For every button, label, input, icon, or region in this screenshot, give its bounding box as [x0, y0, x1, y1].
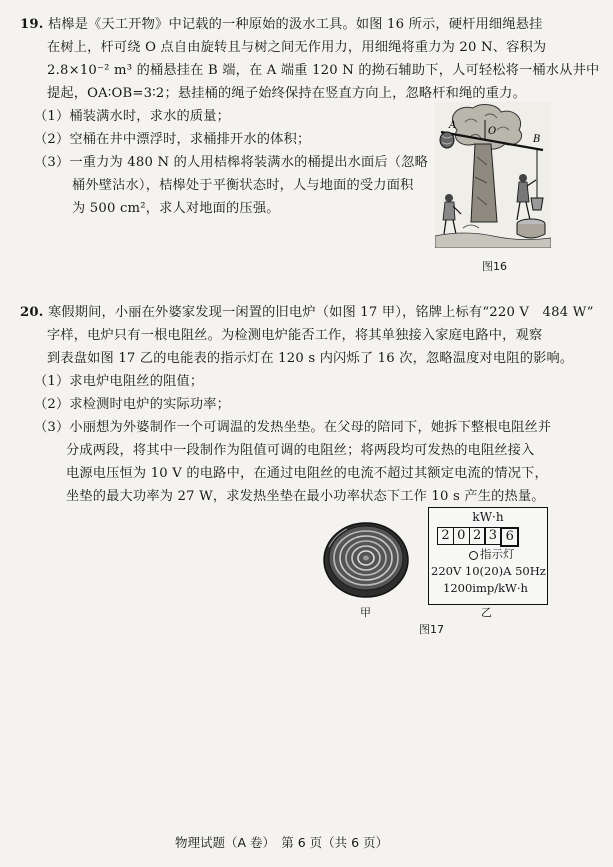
q19-sub-2: （2）空桶在井中漂浮时，求桶排开水的体积；	[34, 132, 311, 147]
figure-17-jia-label: 甲	[360, 606, 371, 619]
q19-sub-3-line-3: 为 500 cm²，求人对地面的压强。	[72, 201, 280, 216]
figure-17-caption: 图17	[419, 623, 444, 636]
q19-sub-3-line-1: （3）一重力为 480 N 的人用桔槔将装满水的桶提出水面后（忽略	[34, 155, 428, 170]
well-sweep-illustration	[435, 102, 551, 248]
person-left	[445, 194, 453, 202]
q19-line-4: 提起，OA∶OB=3∶2；悬挂桶的绳子始终保持在竖直方向上，忽略杆和绳的重力。	[47, 86, 526, 101]
q20-line-1	[20, 304, 594, 322]
q20-sub-3-line-3: 电源电压恒为 10 V 的电路中，在通过电阻丝的电流不超过其额定电流的情况下，	[66, 466, 548, 481]
q19-number: 19.	[20, 17, 44, 32]
meter-spec-rating: 220V 10(20)A 50Hz	[431, 564, 546, 578]
person-right	[519, 174, 527, 182]
q20-sub-3-line-1: （3）小丽想为外婆制作一个可调温的发热坐垫。在父母的陪同下，她拆下整根电阻丝并	[34, 420, 552, 435]
energy-meter-panel	[428, 507, 548, 605]
electric-stove-illustration	[321, 517, 411, 599]
counterweight-stone	[440, 132, 454, 148]
meter-digit: 3	[484, 527, 501, 545]
q19-sub-1: （1）桶装满水时，求水的质量；	[34, 109, 231, 124]
q20-sub-3-line-2: 分成两段，将其中一段制作为阻值可调的电阻丝；将两段均可发热的电阻丝接入	[66, 443, 535, 458]
meter-digit: 2	[437, 527, 454, 545]
q20-sub-2: （2）求检测时电炉的实际功率；	[34, 397, 231, 412]
indicator-lamp	[469, 546, 515, 562]
q19-text-1: 桔槔是《天工开物》中记载的一种原始的汲水工具。如图 16 所示，硬杆用细绳悬挂	[47, 17, 543, 32]
q20-sub-3-line-4: 坐垫的最大功率为 27 W，求发热坐垫在最小功率状态下工作 10 s 产生的热量。	[66, 489, 545, 504]
meter-digits	[437, 527, 518, 547]
figure-17-yi-label: 乙	[481, 606, 492, 619]
q19-sub-3-line-2: 桶外壁沾水），桔槔处于平衡状态时，人与地面的受力面积	[72, 178, 414, 193]
q20-line-3: 到表盘如图 17 乙的电能表的指示灯在 120 s 内闪烁了 16 次，忽略温度对电阻的影响。	[47, 351, 574, 366]
label-B: B	[533, 134, 541, 145]
bucket	[531, 198, 543, 210]
meter-digit: 0	[453, 527, 470, 545]
meter-digit-decimal: 6	[500, 527, 519, 547]
indicator-lamp-label: 指示灯	[480, 547, 515, 561]
meter-unit: kW·h	[472, 510, 504, 524]
meter-digit: 2	[469, 527, 486, 545]
q19-line-3: 2.8×10⁻² m³ 的桶悬挂在 B 端，在 A 端重 120 N 的拗石辅助下，人可轻松将一桶水从井中	[47, 63, 600, 78]
q20-number: 20.	[20, 305, 44, 320]
meter-spec-impulse: 1200imp/kW·h	[443, 581, 528, 595]
q20-line-2: 字样，电炉只有一根电阻丝。为检测电炉能否工作，将其单独接入家庭电路中，观察	[47, 328, 543, 343]
label-A: A	[449, 120, 457, 131]
figure-16-caption: 图16	[482, 260, 507, 273]
indicator-lamp-icon	[469, 551, 478, 560]
q19-line-2: 在树上，杆可绕 O 点自由旋转且与树之间无作用力，用细绳将重力为 20 N、容积为	[47, 40, 547, 55]
q20-text-1: 寒假期间，小丽在外婆家发现一闲置的旧电炉（如图 17 甲），铭牌上标有“220 V 484 W”	[47, 305, 594, 320]
q20-sub-1: （1）求电炉电阻丝的阻值；	[34, 374, 204, 389]
label-O: O	[488, 126, 497, 137]
page-footer: 物理试题（A 卷） 第 6 页（共 6 页）	[175, 835, 389, 850]
q19-line-1	[20, 16, 542, 34]
